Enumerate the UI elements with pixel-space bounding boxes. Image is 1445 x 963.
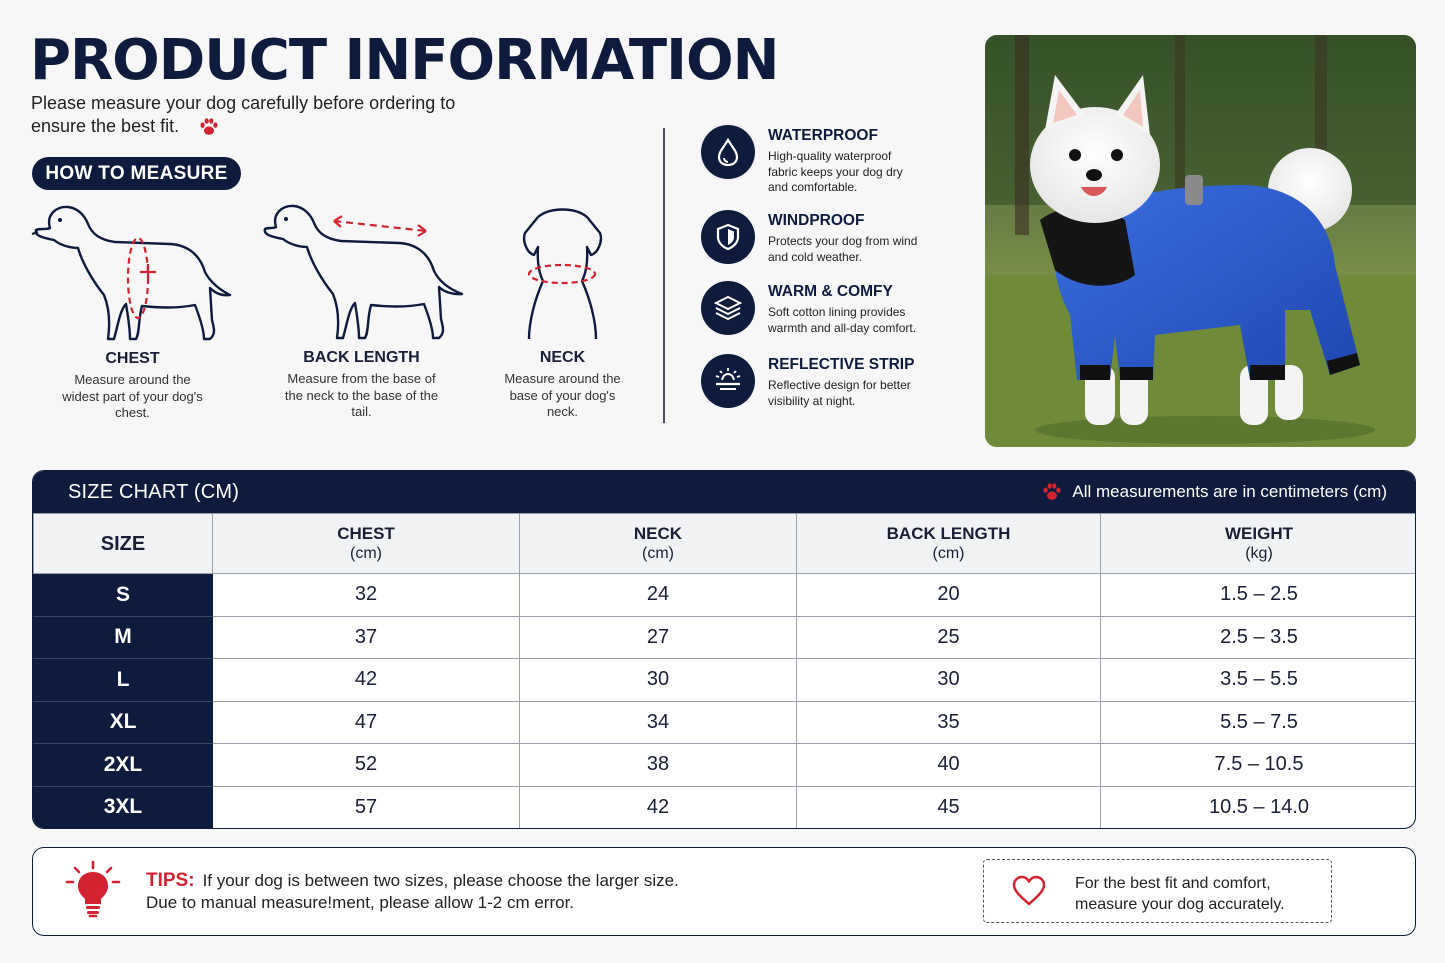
size-chart-note-text: All measurements are in centimeters (cm) xyxy=(1072,482,1387,501)
page-title: PRODUCT INFORMATION xyxy=(30,28,779,93)
size-table xyxy=(33,513,1416,829)
column-header-neck xyxy=(520,514,797,574)
neck-cell: 38 xyxy=(520,744,797,787)
tips-line-1 xyxy=(146,870,679,892)
column-unit: (cm) xyxy=(642,544,674,562)
feature-title: WARM & COMFY xyxy=(768,283,893,300)
page-subtitle xyxy=(31,92,501,138)
neck-cell: 42 xyxy=(520,786,797,829)
column-name: WEIGHT xyxy=(1225,523,1293,543)
tips-panel xyxy=(32,847,1416,936)
column-header-size: SIZE xyxy=(34,514,213,574)
neck-cell: 30 xyxy=(520,659,797,702)
table-row xyxy=(34,659,1417,702)
dog-neck-diagram-icon xyxy=(490,203,635,345)
neck-cell: 27 xyxy=(520,616,797,659)
back-length-cell: 40 xyxy=(797,744,1101,787)
neck-title: NECK xyxy=(539,349,586,366)
size-chart-note xyxy=(1040,481,1387,503)
table-row xyxy=(34,744,1417,787)
paw-icon xyxy=(198,116,220,138)
weight-cell: 5.5 – 7.5 xyxy=(1101,701,1417,744)
how-to-measure-label: HOW TO MEASURE xyxy=(32,157,241,190)
size-cell: 3XL xyxy=(34,786,213,829)
feature-desc: Reflective design for better visibility at night. xyxy=(768,378,911,408)
water-drop-icon xyxy=(701,125,755,179)
feature-desc: High-quality waterproof fabric keeps your dog dry and comfortable. xyxy=(768,149,903,194)
chest-cell: 52 xyxy=(213,744,520,787)
feature-waterproof xyxy=(701,125,951,196)
table-row xyxy=(34,616,1417,659)
fit-note-box xyxy=(983,859,1332,923)
dog-chest-diagram-icon xyxy=(30,200,235,346)
weight-cell: 10.5 – 14.0 xyxy=(1101,786,1417,829)
column-name: BACK LENGTH xyxy=(886,523,1011,543)
subtitle-text: Please measure your dog carefully before ordering to ensure the best fit. xyxy=(31,93,456,136)
column-header-chest xyxy=(213,514,520,574)
back-length-cell: 35 xyxy=(797,701,1101,744)
layers-icon xyxy=(701,281,755,335)
size-cell: XL xyxy=(34,701,213,744)
tips-label: TIPS: xyxy=(146,870,195,891)
column-name: NECK xyxy=(633,523,683,543)
feature-desc: Soft cotton lining provides warmth and all-day comfort. xyxy=(768,305,917,335)
column-unit: (kg) xyxy=(1245,544,1273,562)
chest-cell: 32 xyxy=(213,574,520,617)
reflective-icon xyxy=(701,354,755,408)
neck-cell: 24 xyxy=(520,574,797,617)
size-chart-header xyxy=(33,471,1415,513)
chest-desc: Measure around the widest part of your dog's chest. xyxy=(62,372,203,420)
table-row xyxy=(34,574,1417,617)
lightbulb-icon xyxy=(65,860,121,920)
weight-cell: 3.5 – 5.5 xyxy=(1101,659,1417,702)
feature-desc: Protects your dog from wind and cold weather. xyxy=(768,234,918,264)
size-chart xyxy=(32,470,1416,829)
chest-cell: 57 xyxy=(213,786,520,829)
feature-reflective xyxy=(701,354,951,409)
column-header-weight xyxy=(1101,514,1417,574)
measure-neck xyxy=(490,203,635,421)
back-length-cell: 25 xyxy=(797,616,1101,659)
dog-back-length-diagram-icon xyxy=(254,195,469,345)
fit-note-text: For the best fit and comfort, measure your dog accurately. xyxy=(1075,875,1285,913)
size-chart-title: SIZE CHART (CM) xyxy=(68,480,240,503)
back-length-cell: 20 xyxy=(797,574,1101,617)
neck-cell: 34 xyxy=(520,701,797,744)
size-cell: S xyxy=(34,574,213,617)
feature-title: WINDPROOF xyxy=(768,212,865,229)
size-cell: M xyxy=(34,616,213,659)
column-unit: (cm) xyxy=(350,544,382,562)
size-cell: L xyxy=(34,659,213,702)
size-cell: 2XL xyxy=(34,744,213,787)
table-row xyxy=(34,786,1417,829)
chest-cell: 42 xyxy=(213,659,520,702)
column-header-back-length xyxy=(797,514,1101,574)
chest-cell: 47 xyxy=(213,701,520,744)
back-length-cell: 30 xyxy=(797,659,1101,702)
tips-text-1: If your dog is between two sizes, please choose the larger size. xyxy=(202,871,679,890)
paw-icon xyxy=(1040,481,1064,503)
feature-title: WATERPROOF xyxy=(768,127,878,144)
section-divider xyxy=(663,128,665,423)
back-length-desc: Measure from the base of the neck to the base of the tail. xyxy=(284,371,439,419)
table-row xyxy=(34,701,1417,744)
tips-line-2: Due to manual measure!ment, please allow 1-2 cm error. xyxy=(146,893,575,912)
weight-cell: 2.5 – 3.5 xyxy=(1101,616,1417,659)
product-photo xyxy=(985,35,1416,447)
neck-desc: Measure around the base of your dog's neck. xyxy=(504,371,621,419)
weight-cell: 7.5 – 10.5 xyxy=(1101,744,1417,787)
measure-back-length xyxy=(254,195,469,421)
shield-icon xyxy=(701,210,755,264)
chest-cell: 37 xyxy=(213,616,520,659)
back-length-title: BACK LENGTH xyxy=(303,349,420,366)
column-name: CHEST xyxy=(337,523,395,543)
column-unit: (cm) xyxy=(932,544,965,562)
feature-warm-comfy xyxy=(701,281,951,336)
chest-title: CHEST xyxy=(105,350,160,367)
feature-title: REFLECTIVE STRIP xyxy=(768,356,915,373)
table-header-row xyxy=(34,514,1417,574)
weight-cell: 1.5 – 2.5 xyxy=(1101,574,1417,617)
feature-windproof xyxy=(701,210,951,265)
heart-icon xyxy=(1011,875,1047,907)
measure-chest xyxy=(30,200,235,422)
back-length-cell: 45 xyxy=(797,786,1101,829)
